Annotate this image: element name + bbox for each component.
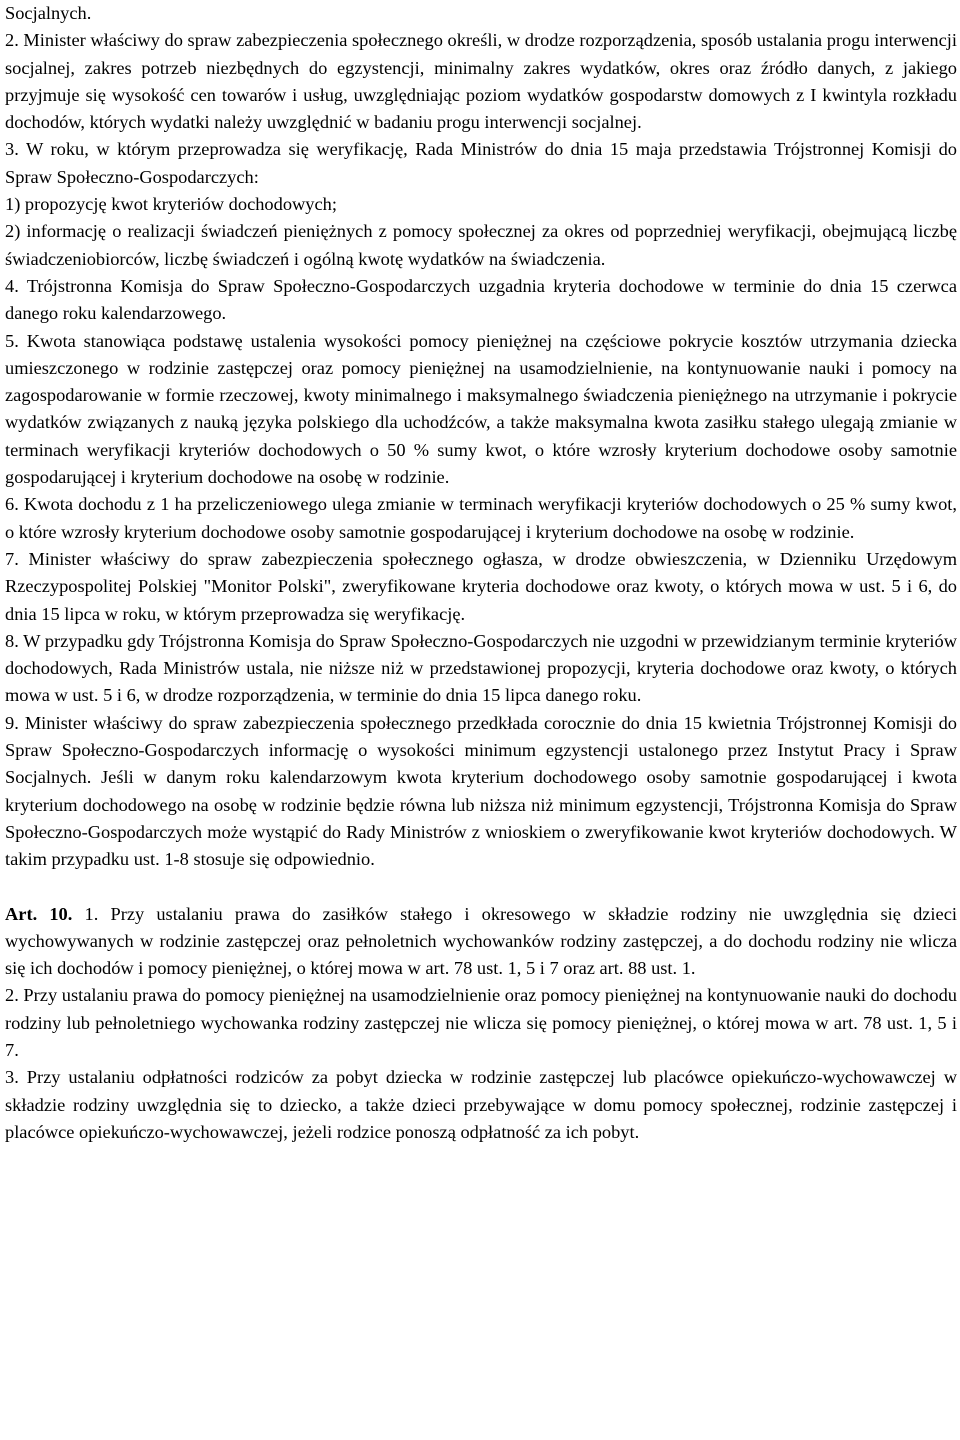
article-10-paragraph-1: [5, 901, 957, 983]
paragraph-3-item-1: 1) propozycję kwot kryteriów dochodowych;: [5, 194, 337, 215]
paragraph-2: 2. Minister właściwy do spraw zabezpieczenia społecznego określi, w drodze rozporządzenia, sposób ustalania progu interwencji socjalnej, zakres potrzeb niezbędnych do egzystencji, minimalny zakres wydatków, okres oraz źródło danych, z jakiego przyjmuje się wysokość cen towarów i usług, uwzględniając poziom wydatków gospodarstw domowych z I kwintyla rozkładu dochodów, których wydatki należy uwzględnić w badaniu progu interwencji socjalnej.: [5, 30, 957, 133]
paragraph-7: 7. Minister właściwy do spraw zabezpieczenia społecznego ogłasza, w drodze obwieszczenia, w Dzienniku Urzędowym Rzeczypospolitej Polskiej "Monitor Polski", zweryfikowane kryteria dochodowe oraz kwoty, o których mowa w ust. 5 i 6, do dnia 15 lipca w roku, w którym przeprowadza się weryfikację.: [5, 548, 957, 624]
article-10-paragraph-3: 3. Przy ustalaniu odpłatności rodziców za pobyt dziecka w rodzinie zastępczej lub placówce opiekuńczo-wychowawczej w składzie rodziny uwzględnia się to dziecko, a także dzieci przebywające w domu pomocy społecznej, rodzinie zastępczej i placówce opiekuńczo-wychowawczej, jeżeli rodzice ponoszą odpłatność za ich pobyt.: [5, 1067, 957, 1142]
paragraph-5: 5. Kwota stanowiąca podstawę ustalenia wysokości pomocy pieniężnej na częściowe pokrycie kosztów utrzymania dziecka umieszczonego w rodzinie zastępczej oraz pomocy pieniężnej na usamodzielnienie, na kontynuowanie nauki i pomocy na zagospodarowanie w formie rzeczowej, kwoty minimalnego i maksymalnego świadczenia pieniężnego na utrzymanie i pokrycie wydatków związanych z nauką języka polskiego dla uchodźców, a także maksymalna kwota zasiłku stałego ulegają zmianie w terminach weryfikacji kryteriów dochodowych o 50 % sumy kwot, o które wzrosły kryterium dochodowe osoby samotnie gospodarującej i kryterium dochodowe na osobę w rodzinie.: [5, 330, 957, 488]
document-text: [5, 0, 957, 1146]
paragraph-6: 6. Kwota dochodu z 1 ha przeliczeniowego ulega zmianie w terminach weryfikacji kryteriów dochodowych o 25 % sumy kwot, o które wzrosły kryterium dochodowe osoby samotnie gospodarującej i kryterium dochodowe na osobę w rodzinie.: [5, 494, 957, 542]
paragraph-4: 4. Trójstronna Komisja do Spraw Społeczno-Gospodarczych uzgadnia kryteria dochodowe w terminie do dnia 15 czerwca danego roku kalendarzowego.: [5, 275, 957, 324]
article-10-paragraph-2: 2. Przy ustalaniu prawa do pomocy pieniężnej na usamodzielnienie oraz pomocy pieniężnej na kontynuowanie nauki do dochodu rodziny lub pełnoletniego wychowanka rodziny zastępczej nie wlicza się pomocy pieniężnej, o której mowa w art. 78 ust. 1, 5 i 7.: [5, 985, 957, 1060]
paragraph-3: 3. W roku, w którym przeprowadza się weryfikację, Rada Ministrów do dnia 15 maja przedstawia Trójstronnej Komisji do Spraw Społeczno-Gospodarczych:: [5, 139, 957, 187]
paragraph-8: 8. W przypadku gdy Trójstronna Komisja do Spraw Społeczno-Gospodarczych nie uzgodni w przewidzianym terminie kryteriów dochodowych, Rada Ministrów ustala, nie niższe niż w przedstawionej propozycji, kryteria dochodowe oraz kwoty, o których mowa w ust. 5 i 6, w drodze rozporządzenia, w terminie do dnia 15 lipca danego roku.: [5, 630, 957, 706]
article-10-paragraph-1-text: 1. Przy ustalaniu prawa do zasiłków stałego i okresowego w składzie rodziny nie uwzględnia się dzieci wychowywanych w rodzinie zastępczej oraz pełnoletnich wychowanków rodziny zastępczej, a do dochodu rodziny nie wlicza się ich dochodów i pomocy pieniężnej, o której mowa w art. 78 ust. 1, 5 i 7 oraz art. 88 ust. 1.: [5, 903, 957, 979]
opening-fragment: Socjalnych.: [5, 3, 92, 23]
article-10-heading: Art. 10.: [5, 903, 73, 924]
section-gap: [5, 874, 957, 901]
paragraph-3-item-2: 2) informację o realizacji świadczeń pieniężnych z pomocy społecznej za okres od poprzedniej weryfikacji, obejmującą liczbę świadczeniobiorców, liczbę świadczeń i ogólną kwotę wydatków na świadczenia.: [5, 221, 957, 269]
paragraph-9: 9. Minister właściwy do spraw zabezpieczenia społecznego przedkłada corocznie do dnia 15 kwietnia Trójstronnej Komisji do Spraw Społeczno-Gospodarczych informację o wysokości minimum egzystencji ustalonego przez Instytut Pracy i Spraw Socjalnych. Jeśli w danym roku kalendarzowym kwota kryterium dochodowego osoby samotnie gospodarującej i kwota kryterium dochodowego na osobę w rodzinie będzie równa lub niższa niż minimum egzystencji, Trójstronna Komisja do Spraw Społeczno-Gospodarczych może wystąpić do Rady Ministrów z wnioskiem o zweryfikowanie kwot kryteriów dochodowych. W takim przypadku ust. 1-8 stosuje się odpowiednio.: [5, 712, 957, 870]
